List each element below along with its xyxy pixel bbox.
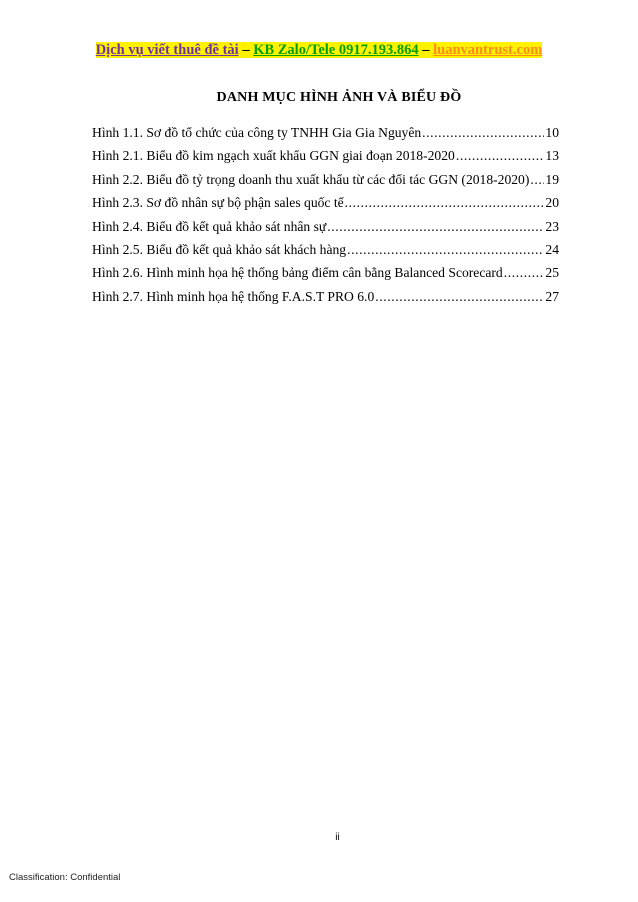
header-banner	[0, 41, 638, 59]
toc-entry[interactable]	[92, 125, 559, 148]
toc-entry[interactable]	[92, 195, 559, 218]
toc-entry-page: 20	[545, 195, 559, 211]
toc-leader-dots	[530, 172, 544, 188]
toc-entry[interactable]	[92, 265, 559, 288]
toc-leader-dots	[456, 148, 545, 164]
toc-entry-title: Hình 2.1. Biểu đồ kim ngạch xuất khẩu GGN giai đoạn 2018-2020	[92, 148, 455, 164]
toc-entry-title: Hình 2.7. Hình minh họa hệ thống F.A.S.T PRO 6.0	[92, 288, 375, 304]
toc-entry[interactable]	[92, 219, 559, 242]
toc-leader-dots	[327, 219, 544, 235]
service-link[interactable]: Dịch vụ viết thuê đề tài	[95, 42, 239, 58]
toc-entry-page: 24	[545, 241, 559, 257]
figure-list	[92, 125, 559, 312]
toc-entry[interactable]	[92, 172, 559, 195]
toc-entry[interactable]	[92, 242, 559, 265]
toc-entry-page: 25	[545, 265, 559, 281]
website-link[interactable]: luanvantrust.com	[433, 42, 543, 58]
toc-entry[interactable]	[92, 148, 559, 171]
toc-entry-title: Hình 2.5. Biểu đồ kết quả khảo sát khách hàng	[92, 241, 347, 257]
page-title: DANH MỤC HÌNH ẢNH VÀ BIỂU ĐỒ	[216, 90, 462, 105]
contact-link[interactable]: KB Zalo/Tele 0917.193.864	[253, 42, 419, 58]
toc-entry[interactable]	[92, 289, 559, 312]
classification-label: Classification: Confidential	[9, 872, 121, 883]
toc-leader-dots	[345, 195, 545, 211]
toc-entry-page: 10	[545, 125, 559, 140]
toc-entry-page: 19	[545, 171, 559, 187]
toc-leader-dots	[375, 289, 544, 305]
banner-separator: –	[238, 42, 254, 58]
toc-leader-dots	[422, 125, 544, 141]
toc-entry-title: Hình 2.3. Sơ đồ nhân sự bộ phận sales quốc tế	[92, 195, 344, 211]
toc-entry-title: Hình 1.1. Sơ đồ tổ chức của công ty TNHH Gia Gia Nguyên	[92, 125, 422, 140]
toc-entry-title: Hình 2.6. Hình minh họa hệ thống bảng điểm cân bằng Balanced Scorecard	[92, 265, 503, 281]
toc-entry-page: 13	[545, 148, 559, 164]
page-number: ii	[335, 832, 340, 843]
banner-separator: –	[418, 42, 434, 58]
toc-leader-dots	[504, 265, 545, 281]
toc-leader-dots	[347, 242, 544, 258]
toc-entry-page: 23	[545, 218, 559, 234]
toc-entry-title: Hình 2.2. Biểu đồ tỷ trọng doanh thu xuất khẩu từ các đối tác GGN (2018-2020)	[92, 171, 530, 187]
toc-entry-title: Hình 2.4. Biểu đồ kết quả khảo sát nhân sự	[92, 218, 327, 234]
toc-entry-page: 27	[545, 288, 559, 304]
